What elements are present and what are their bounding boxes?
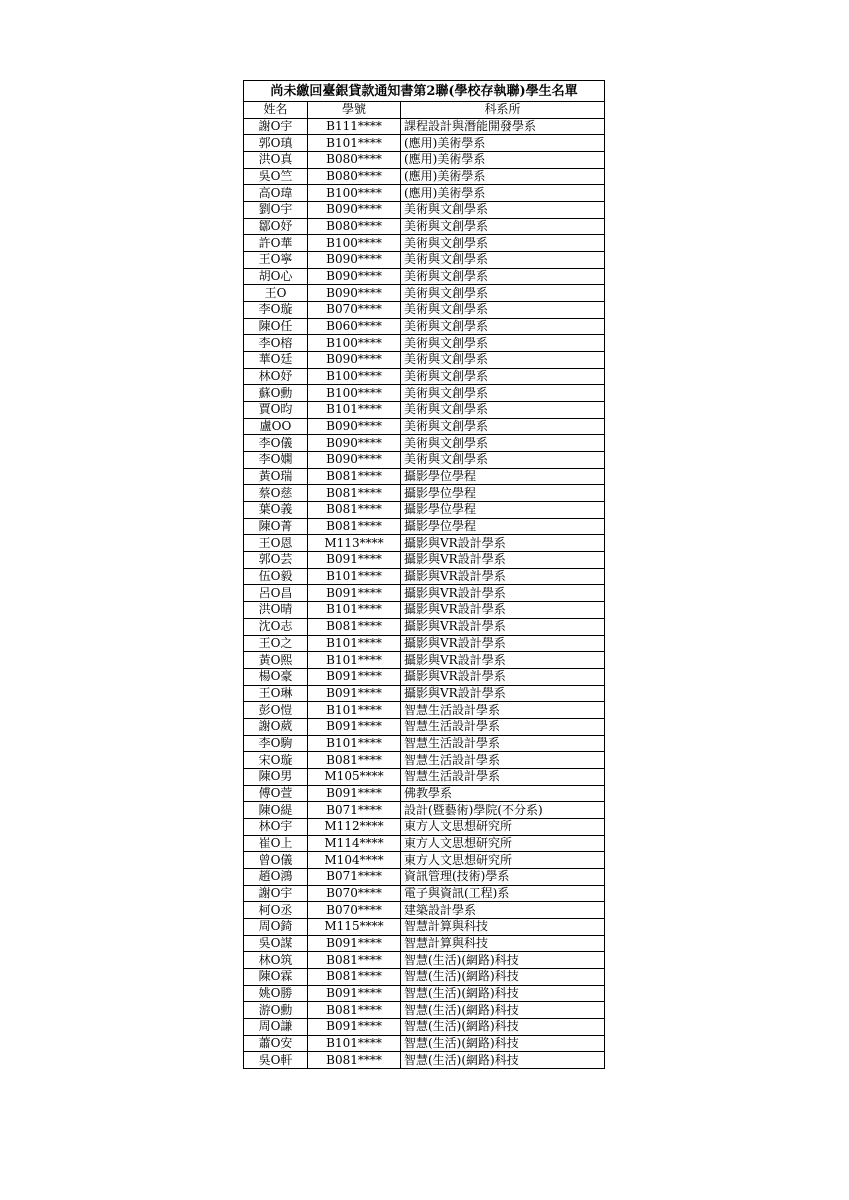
student-name-cell: 沈O志 bbox=[244, 618, 308, 635]
table-row bbox=[244, 218, 605, 235]
student-id-cell: B081**** bbox=[308, 752, 401, 769]
department-cell: 智慧生活設計學系 bbox=[401, 768, 605, 785]
department-cell: 設計(暨藝術)學院(不分系) bbox=[401, 802, 605, 819]
table-row bbox=[244, 485, 605, 502]
student-name-cell: 洪O晴 bbox=[244, 602, 308, 619]
department-cell: 美術與文創學系 bbox=[401, 318, 605, 335]
department-cell: 美術與文創學系 bbox=[401, 218, 605, 235]
student-name-cell: 李O駒 bbox=[244, 735, 308, 752]
student-name-cell: 胡O心 bbox=[244, 268, 308, 285]
table-row bbox=[244, 1035, 605, 1052]
student-name-cell: 謝O宇 bbox=[244, 885, 308, 902]
department-cell: (應用)美術學系 bbox=[401, 168, 605, 185]
student-id-cell: B091**** bbox=[308, 585, 401, 602]
student-id-cell: B081**** bbox=[308, 1002, 401, 1019]
student-id-cell: B100**** bbox=[308, 235, 401, 252]
table-row bbox=[244, 535, 605, 552]
student-id-cell: B101**** bbox=[308, 702, 401, 719]
student-id-cell: B091**** bbox=[308, 685, 401, 702]
department-cell: 智慧(生活)(網路)科技 bbox=[401, 1018, 605, 1035]
student-name-cell: 宋O璇 bbox=[244, 752, 308, 769]
table-row bbox=[244, 135, 605, 152]
student-name-cell: 趙O鴻 bbox=[244, 868, 308, 885]
student-name-cell: 蘇O勳 bbox=[244, 385, 308, 402]
student-name-cell: 姚O勝 bbox=[244, 985, 308, 1002]
department-cell: 攝影與VR設計學系 bbox=[401, 535, 605, 552]
student-id-cell: B081**** bbox=[308, 618, 401, 635]
student-id-cell: B081**** bbox=[308, 518, 401, 535]
table-row bbox=[244, 235, 605, 252]
student-name-cell: 李O儀 bbox=[244, 435, 308, 452]
student-name-cell: 游O勳 bbox=[244, 1002, 308, 1019]
student-name-cell: 華O廷 bbox=[244, 352, 308, 369]
student-name-cell: 陳O任 bbox=[244, 318, 308, 335]
student-id-cell: M104**** bbox=[308, 852, 401, 869]
column-header-dept: 科系所 bbox=[401, 102, 605, 119]
department-cell: 電子與資訊(工程)系 bbox=[401, 885, 605, 902]
student-id-cell: B071**** bbox=[308, 868, 401, 885]
department-cell: 智慧生活設計學系 bbox=[401, 718, 605, 735]
title-row bbox=[244, 81, 605, 102]
student-name-cell: 李O榕 bbox=[244, 335, 308, 352]
table-row bbox=[244, 518, 605, 535]
student-id-cell: B090**** bbox=[308, 435, 401, 452]
student-name-cell: 陳O菁 bbox=[244, 518, 308, 535]
student-name-cell: 蔡O慈 bbox=[244, 485, 308, 502]
student-name-cell: 王O琳 bbox=[244, 685, 308, 702]
table-row bbox=[244, 1018, 605, 1035]
student-id-cell: B101**** bbox=[308, 735, 401, 752]
student-id-cell: B111**** bbox=[308, 118, 401, 135]
table-row bbox=[244, 1002, 605, 1019]
table-row bbox=[244, 735, 605, 752]
table-row bbox=[244, 402, 605, 419]
student-id-cell: B090**** bbox=[308, 418, 401, 435]
student-name-cell: 劉O宇 bbox=[244, 202, 308, 219]
table-row bbox=[244, 302, 605, 319]
department-cell: (應用)美術學系 bbox=[401, 185, 605, 202]
student-name-cell: 黃O熙 bbox=[244, 652, 308, 669]
department-cell: 攝影與VR設計學系 bbox=[401, 568, 605, 585]
department-cell: 東方人文思想研究所 bbox=[401, 835, 605, 852]
student-id-cell: B090**** bbox=[308, 285, 401, 302]
student-id-cell: B080**** bbox=[308, 168, 401, 185]
student-id-cell: M105**** bbox=[308, 768, 401, 785]
student-list-sheet bbox=[243, 80, 604, 1069]
student-name-cell: 伍O毅 bbox=[244, 568, 308, 585]
table-row bbox=[244, 502, 605, 519]
table-row bbox=[244, 602, 605, 619]
student-table bbox=[243, 80, 605, 1069]
table-row bbox=[244, 718, 605, 735]
student-name-cell: 葉O義 bbox=[244, 502, 308, 519]
table-row bbox=[244, 618, 605, 635]
department-cell: 美術與文創學系 bbox=[401, 368, 605, 385]
table-row bbox=[244, 868, 605, 885]
student-name-cell: 林O筑 bbox=[244, 952, 308, 969]
department-cell: 課程設計與潛能開發學系 bbox=[401, 118, 605, 135]
student-id-cell: B090**** bbox=[308, 252, 401, 269]
student-id-cell: B081**** bbox=[308, 485, 401, 502]
column-header-name: 姓名 bbox=[244, 102, 308, 119]
student-id-cell: B101**** bbox=[308, 568, 401, 585]
table-row bbox=[244, 285, 605, 302]
department-cell: 攝影學位學程 bbox=[401, 468, 605, 485]
student-name-cell: 曾O儀 bbox=[244, 852, 308, 869]
student-name-cell: 黃O瑞 bbox=[244, 468, 308, 485]
department-cell: 美術與文創學系 bbox=[401, 402, 605, 419]
department-cell: (應用)美術學系 bbox=[401, 135, 605, 152]
student-id-cell: B091**** bbox=[308, 552, 401, 569]
student-name-cell: 李O嫻 bbox=[244, 452, 308, 469]
table-row bbox=[244, 268, 605, 285]
table-row bbox=[244, 952, 605, 969]
table-row bbox=[244, 668, 605, 685]
student-name-cell: 彭O愷 bbox=[244, 702, 308, 719]
table-row bbox=[244, 685, 605, 702]
student-id-cell: B081**** bbox=[308, 468, 401, 485]
table-row bbox=[244, 252, 605, 269]
student-name-cell: 王O bbox=[244, 285, 308, 302]
student-id-cell: B100**** bbox=[308, 185, 401, 202]
department-cell: 攝影與VR設計學系 bbox=[401, 585, 605, 602]
table-row bbox=[244, 468, 605, 485]
department-cell: 美術與文創學系 bbox=[401, 252, 605, 269]
table-row bbox=[244, 452, 605, 469]
department-cell: 智慧(生活)(網路)科技 bbox=[401, 1052, 605, 1069]
table-row bbox=[244, 418, 605, 435]
department-cell: 智慧生活設計學系 bbox=[401, 702, 605, 719]
student-id-cell: B070**** bbox=[308, 885, 401, 902]
student-name-cell: 吳O謀 bbox=[244, 935, 308, 952]
student-id-cell: B090**** bbox=[308, 452, 401, 469]
student-name-cell: 周O錡 bbox=[244, 918, 308, 935]
table-row bbox=[244, 368, 605, 385]
department-cell: 美術與文創學系 bbox=[401, 335, 605, 352]
table-row bbox=[244, 752, 605, 769]
department-cell: 智慧(生活)(網路)科技 bbox=[401, 968, 605, 985]
department-cell: 攝影與VR設計學系 bbox=[401, 668, 605, 685]
department-cell: 美術與文創學系 bbox=[401, 235, 605, 252]
table-row bbox=[244, 918, 605, 935]
department-cell: 智慧(生活)(網路)科技 bbox=[401, 1035, 605, 1052]
student-name-cell: 吳O竺 bbox=[244, 168, 308, 185]
department-cell: 東方人文思想研究所 bbox=[401, 818, 605, 835]
department-cell: (應用)美術學系 bbox=[401, 152, 605, 169]
student-id-cell: B090**** bbox=[308, 352, 401, 369]
department-cell: 美術與文創學系 bbox=[401, 285, 605, 302]
student-name-cell: 郭O瑱 bbox=[244, 135, 308, 152]
student-id-cell: B091**** bbox=[308, 718, 401, 735]
student-name-cell: 許O華 bbox=[244, 235, 308, 252]
table-row bbox=[244, 168, 605, 185]
student-id-cell: B100**** bbox=[308, 368, 401, 385]
department-cell: 美術與文創學系 bbox=[401, 435, 605, 452]
table-row bbox=[244, 435, 605, 452]
student-id-cell: B081**** bbox=[308, 952, 401, 969]
student-name-cell: 郭O芸 bbox=[244, 552, 308, 569]
student-name-cell: 周O謙 bbox=[244, 1018, 308, 1035]
student-id-cell: B071**** bbox=[308, 802, 401, 819]
student-name-cell: 蕭O安 bbox=[244, 1035, 308, 1052]
department-cell: 智慧(生活)(網路)科技 bbox=[401, 985, 605, 1002]
department-cell: 美術與文創學系 bbox=[401, 302, 605, 319]
department-cell: 攝影與VR設計學系 bbox=[401, 635, 605, 652]
student-id-cell: B080**** bbox=[308, 218, 401, 235]
table-row bbox=[244, 768, 605, 785]
table-row bbox=[244, 652, 605, 669]
department-cell: 攝影學位學程 bbox=[401, 518, 605, 535]
department-cell: 美術與文創學系 bbox=[401, 452, 605, 469]
department-cell: 智慧生活設計學系 bbox=[401, 735, 605, 752]
department-cell: 智慧(生活)(網路)科技 bbox=[401, 1002, 605, 1019]
student-id-cell: M113**** bbox=[308, 535, 401, 552]
student-name-cell: 洪O真 bbox=[244, 152, 308, 169]
department-cell: 攝影學位學程 bbox=[401, 502, 605, 519]
department-cell: 智慧計算與科技 bbox=[401, 918, 605, 935]
table-row bbox=[244, 802, 605, 819]
table-row bbox=[244, 318, 605, 335]
student-id-cell: B070**** bbox=[308, 902, 401, 919]
table-row bbox=[244, 185, 605, 202]
student-name-cell: 崔O上 bbox=[244, 835, 308, 852]
student-id-cell: B091**** bbox=[308, 985, 401, 1002]
student-id-cell: B101**** bbox=[308, 1035, 401, 1052]
table-row bbox=[244, 118, 605, 135]
student-id-cell: B080**** bbox=[308, 152, 401, 169]
student-id-cell: B101**** bbox=[308, 635, 401, 652]
table-row bbox=[244, 202, 605, 219]
department-cell: 美術與文創學系 bbox=[401, 202, 605, 219]
table-row bbox=[244, 552, 605, 569]
student-name-cell: 陳O男 bbox=[244, 768, 308, 785]
student-id-cell: B091**** bbox=[308, 668, 401, 685]
table-row bbox=[244, 935, 605, 952]
student-id-cell: B090**** bbox=[308, 202, 401, 219]
table-row bbox=[244, 568, 605, 585]
student-name-cell: 傅O萱 bbox=[244, 785, 308, 802]
header-row bbox=[244, 102, 605, 119]
table-row bbox=[244, 835, 605, 852]
student-id-cell: B101**** bbox=[308, 135, 401, 152]
student-name-cell: 王O恩 bbox=[244, 535, 308, 552]
student-id-cell: M112**** bbox=[308, 818, 401, 835]
student-name-cell: 林O宇 bbox=[244, 818, 308, 835]
table-row bbox=[244, 335, 605, 352]
department-cell: 美術與文創學系 bbox=[401, 268, 605, 285]
department-cell: 攝影與VR設計學系 bbox=[401, 685, 605, 702]
table-row bbox=[244, 968, 605, 985]
student-id-cell: B100**** bbox=[308, 385, 401, 402]
student-name-cell: 柯O丞 bbox=[244, 902, 308, 919]
student-name-cell: 盧OO bbox=[244, 418, 308, 435]
student-id-cell: B101**** bbox=[308, 402, 401, 419]
student-id-cell: B101**** bbox=[308, 602, 401, 619]
student-id-cell: B101**** bbox=[308, 652, 401, 669]
student-name-cell: 鄒O妤 bbox=[244, 218, 308, 235]
student-name-cell: 呂O昌 bbox=[244, 585, 308, 602]
department-cell: 攝影與VR設計學系 bbox=[401, 618, 605, 635]
student-id-cell: B081**** bbox=[308, 1052, 401, 1069]
student-id-cell: M114**** bbox=[308, 835, 401, 852]
student-name-cell: 王O之 bbox=[244, 635, 308, 652]
student-id-cell: B100**** bbox=[308, 335, 401, 352]
student-id-cell: B091**** bbox=[308, 1018, 401, 1035]
student-name-cell: 楊O豪 bbox=[244, 668, 308, 685]
student-name-cell: 陳O緹 bbox=[244, 802, 308, 819]
student-name-cell: 謝O宇 bbox=[244, 118, 308, 135]
department-cell: 美術與文創學系 bbox=[401, 352, 605, 369]
table-row bbox=[244, 1052, 605, 1069]
table-row bbox=[244, 702, 605, 719]
student-name-cell: 高O瑋 bbox=[244, 185, 308, 202]
department-cell: 攝影與VR設計學系 bbox=[401, 552, 605, 569]
student-id-cell: B081**** bbox=[308, 502, 401, 519]
table-row bbox=[244, 635, 605, 652]
table-row bbox=[244, 985, 605, 1002]
student-name-cell: 陳O霖 bbox=[244, 968, 308, 985]
student-name-cell: 吳O軒 bbox=[244, 1052, 308, 1069]
table-row bbox=[244, 852, 605, 869]
department-cell: 智慧計算與科技 bbox=[401, 935, 605, 952]
student-id-cell: B070**** bbox=[308, 302, 401, 319]
department-cell: 智慧生活設計學系 bbox=[401, 752, 605, 769]
table-row bbox=[244, 818, 605, 835]
student-name-cell: 王O寧 bbox=[244, 252, 308, 269]
department-cell: 美術與文創學系 bbox=[401, 418, 605, 435]
student-id-cell: B060**** bbox=[308, 318, 401, 335]
student-id-cell: B081**** bbox=[308, 968, 401, 985]
student-name-cell: 謝O葳 bbox=[244, 718, 308, 735]
department-cell: 東方人文思想研究所 bbox=[401, 852, 605, 869]
table-row bbox=[244, 152, 605, 169]
column-header-id: 學號 bbox=[308, 102, 401, 119]
department-cell: 美術與文創學系 bbox=[401, 385, 605, 402]
student-id-cell: B090**** bbox=[308, 268, 401, 285]
table-row bbox=[244, 385, 605, 402]
table-row bbox=[244, 885, 605, 902]
page-title: 尚未繳回臺銀貸款通知書第2聯(學校存執聯)學生名單 bbox=[244, 81, 605, 102]
department-cell: 佛教學系 bbox=[401, 785, 605, 802]
table-row bbox=[244, 585, 605, 602]
department-cell: 攝影學位學程 bbox=[401, 485, 605, 502]
department-cell: 攝影與VR設計學系 bbox=[401, 602, 605, 619]
department-cell: 資訊管理(技術)學系 bbox=[401, 868, 605, 885]
student-name-cell: 賈O昀 bbox=[244, 402, 308, 419]
student-name-cell: 林O妤 bbox=[244, 368, 308, 385]
table-row bbox=[244, 352, 605, 369]
table-row bbox=[244, 902, 605, 919]
department-cell: 攝影與VR設計學系 bbox=[401, 652, 605, 669]
department-cell: 建築設計學系 bbox=[401, 902, 605, 919]
student-id-cell: B091**** bbox=[308, 785, 401, 802]
student-name-cell: 李O璇 bbox=[244, 302, 308, 319]
student-id-cell: M115**** bbox=[308, 918, 401, 935]
department-cell: 智慧(生活)(網路)科技 bbox=[401, 952, 605, 969]
student-id-cell: B091**** bbox=[308, 935, 401, 952]
table-row bbox=[244, 785, 605, 802]
